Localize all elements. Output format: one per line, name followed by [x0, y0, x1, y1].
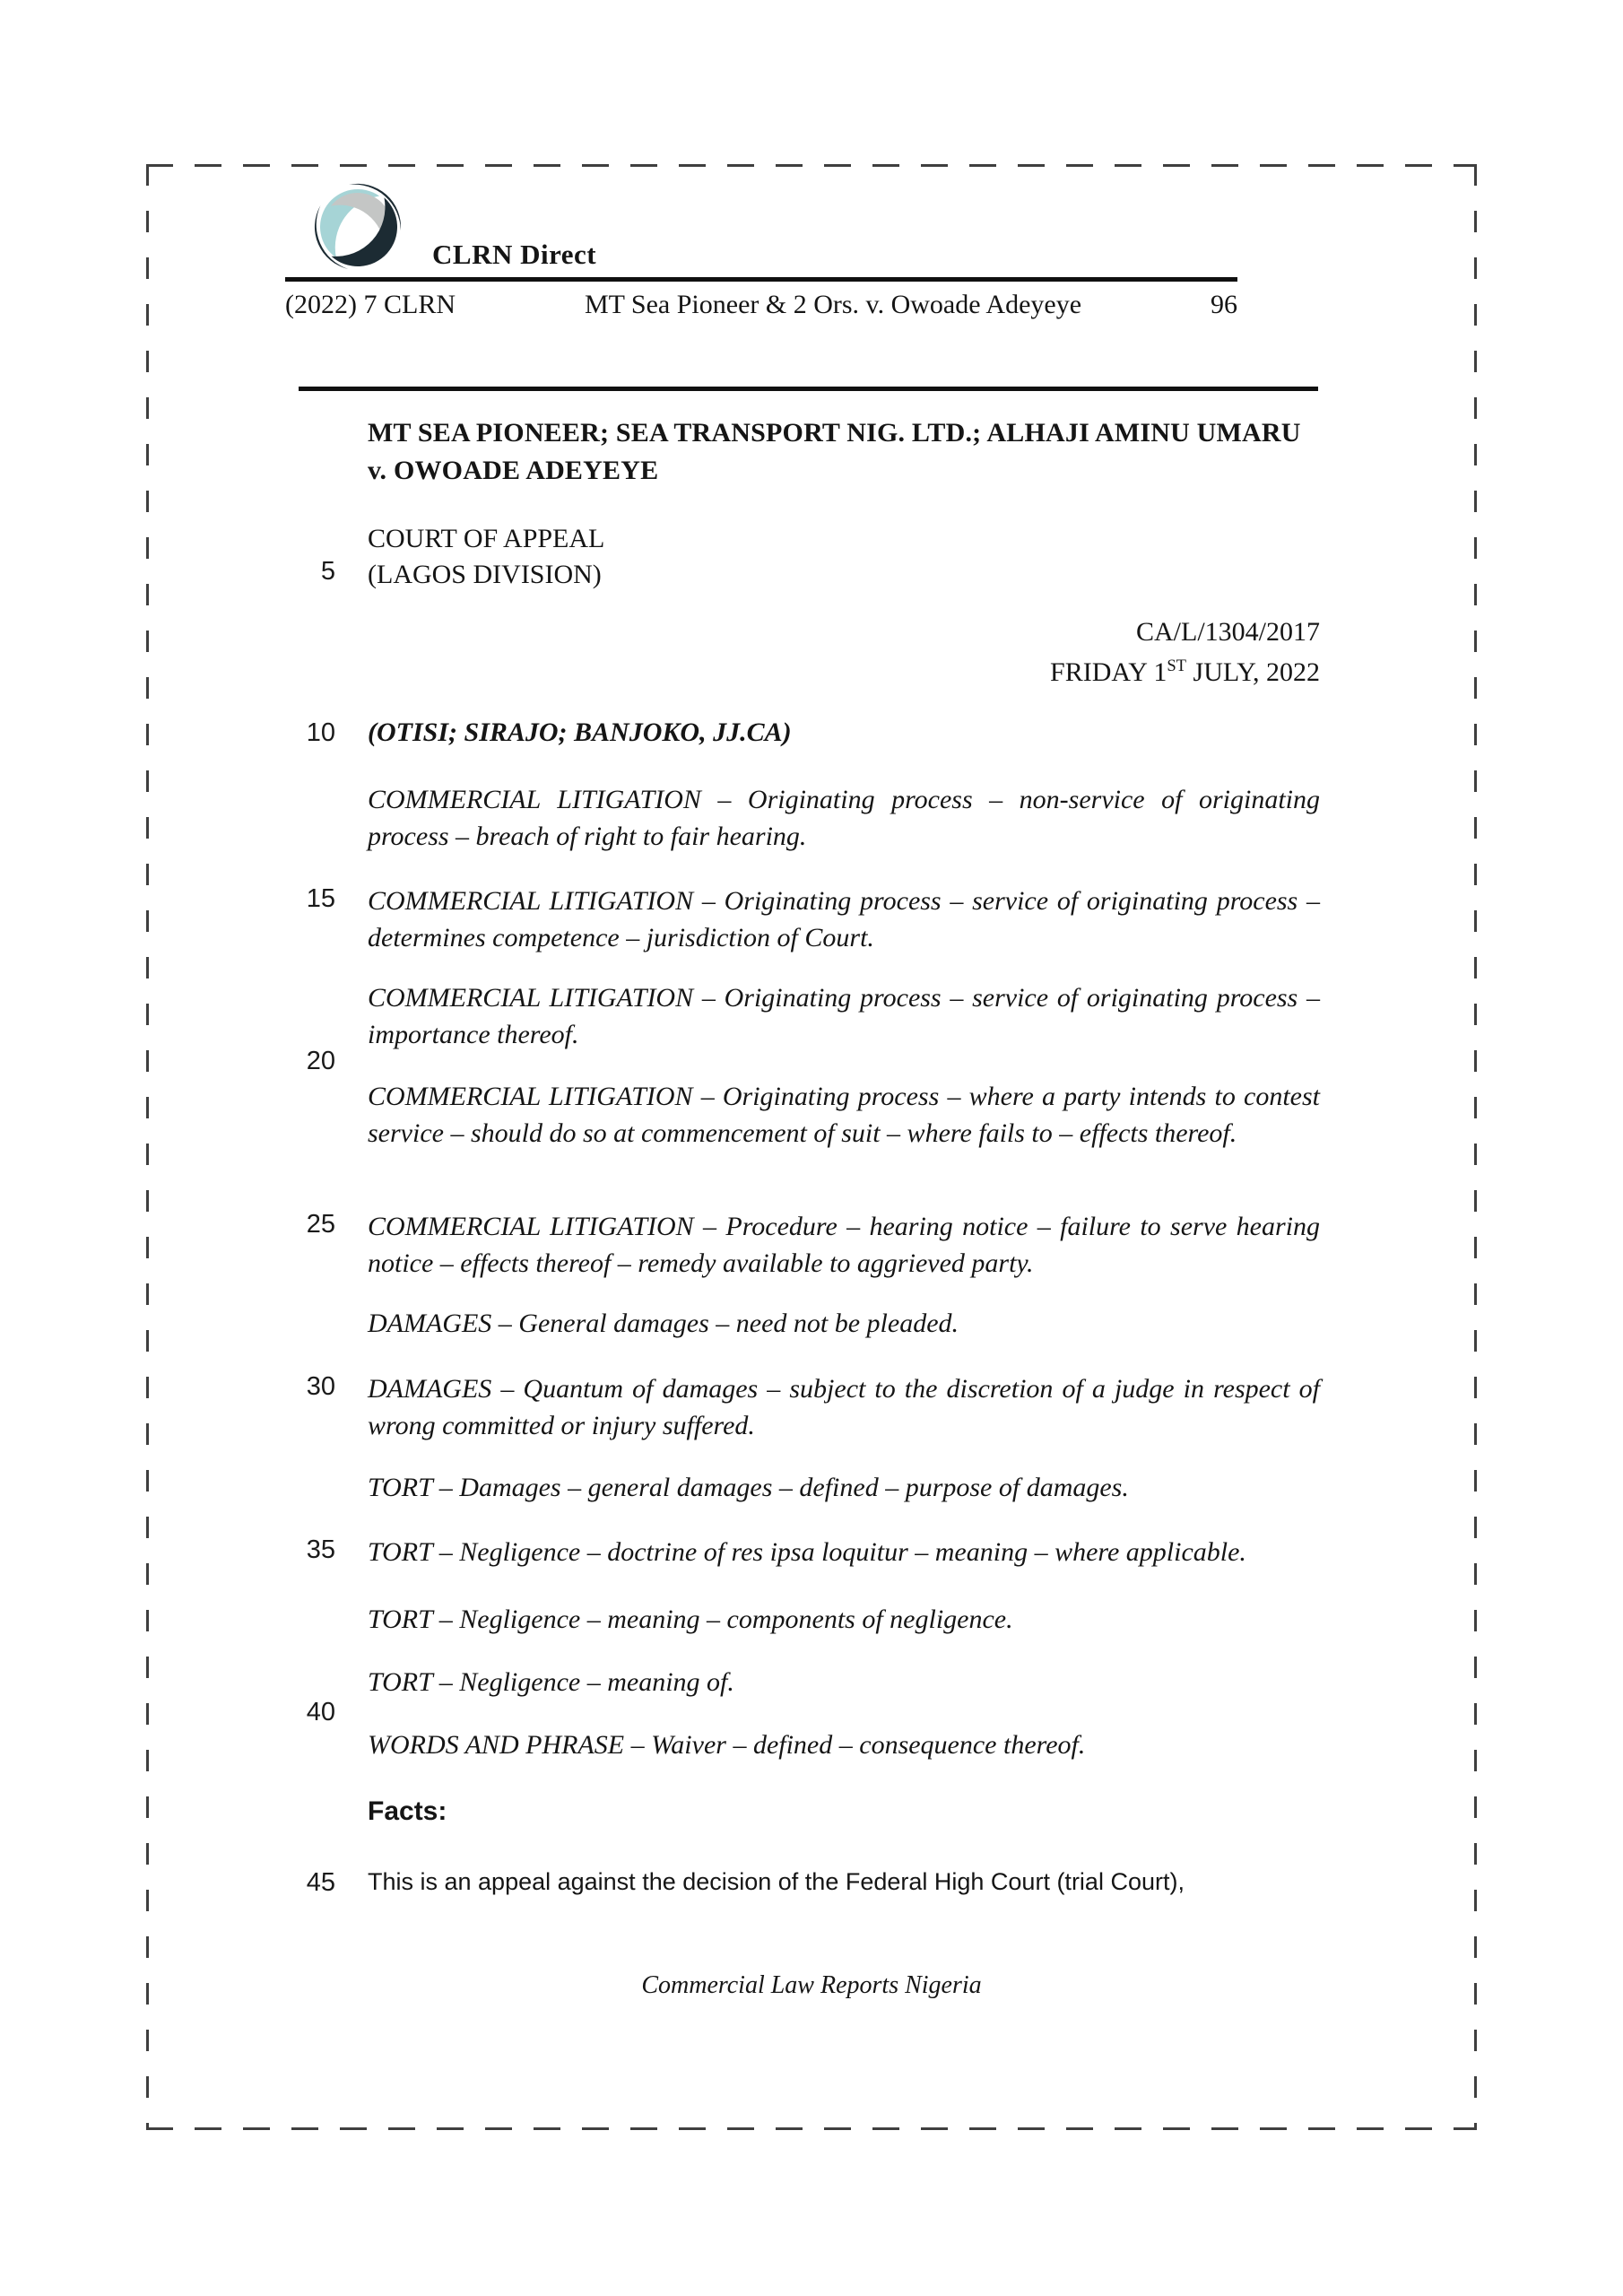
case-title: [368, 414, 1322, 490]
line-number: 45: [306, 1868, 335, 1897]
judges-line: (OTISI; SIRAJO; BANJOKO, JJ.CA): [368, 718, 792, 747]
line-number: 20: [306, 1047, 335, 1075]
court-name: COURT OF APPEAL: [368, 524, 605, 553]
headnote: COMMERCIAL LITIGATION – Procedure – hearing notice – failure to serve hearing notice – effects thereof – remedy available to aggrieved party.: [368, 1212, 1320, 1278]
headnote: DAMAGES – General damages – need not be pleaded.: [368, 1309, 959, 1338]
line-number: 35: [306, 1535, 335, 1564]
line-number: 15: [306, 884, 335, 913]
court-division: (LAGOS DIVISION): [368, 560, 602, 589]
facts-paragraph: This is an appeal against the decision of the Federal High Court (trial Court),: [368, 1868, 1185, 1895]
line-number: 5: [320, 557, 335, 586]
line-number: 30: [306, 1372, 335, 1401]
header-page-number: 96: [1211, 290, 1237, 319]
headnote: TORT – Negligence – meaning of.: [368, 1667, 734, 1697]
line-number: 40: [306, 1698, 335, 1726]
headnote: COMMERCIAL LITIGATION – Originating process – non-service of originating process – breach of right to fair hearing.: [368, 785, 1320, 851]
headnote: COMMERCIAL LITIGATION – Originating process – service of originating process – importance thereof.: [368, 983, 1320, 1049]
page-border-bottom: [146, 2127, 1477, 2130]
suit-number: CA/L/1304/2017: [1135, 617, 1320, 647]
headnote: TORT – Damages – general damages – defined – purpose of damages.: [368, 1473, 1129, 1502]
title-rule: [299, 387, 1318, 391]
date-ordinal: ST: [1167, 657, 1187, 675]
page-border-right: [1474, 164, 1477, 2130]
facts-heading: Facts:: [368, 1796, 447, 1826]
brand-name: CLRN Direct: [432, 239, 597, 270]
headnote: WORDS AND PHRASE – Waiver – defined – consequence thereof.: [368, 1730, 1086, 1760]
headnote: TORT – Negligence – meaning – components of negligence.: [368, 1605, 1013, 1634]
headnote: TORT – Negligence – doctrine of res ipsa loquitur – meaning – where applicable.: [368, 1537, 1246, 1567]
suit-number-block: [1050, 615, 1320, 690]
header-running-title: MT Sea Pioneer & 2 Ors. v. Owoade Adeyeye: [584, 290, 1082, 319]
page-border-top: [146, 164, 1477, 167]
judgment-date: FRIDAY 1ST JULY, 2022: [1050, 657, 1320, 687]
line-number: 25: [306, 1210, 335, 1239]
page-border-left: [146, 164, 149, 2130]
headnote: COMMERCIAL LITIGATION – Originating process – where a party intends to contest service – should do so at commencement of suit – where fails to – effects thereof.: [368, 1082, 1320, 1148]
clrn-logo-icon: [299, 178, 416, 276]
headnote: COMMERCIAL LITIGATION – Originating process – service of originating process – determines competence – jurisdiction of Court.: [368, 886, 1320, 952]
header-citation: (2022) 7 CLRN: [285, 290, 456, 319]
header-rule: [285, 277, 1237, 282]
report-footer: Commercial Law Reports Nigeria: [641, 1971, 982, 1999]
line-number: 10: [306, 718, 335, 747]
case-title-line2: v. OWOADE ADEYEYE: [368, 456, 659, 485]
page-header: [285, 290, 1237, 320]
headnote: DAMAGES – Quantum of damages – subject to the discretion of a judge in respect of wrong committed or injury suffered.: [368, 1374, 1320, 1440]
case-title-line1: MT SEA PIONEER; SEA TRANSPORT NIG. LTD.; ALHAJI AMINU UMARU: [368, 418, 1301, 448]
